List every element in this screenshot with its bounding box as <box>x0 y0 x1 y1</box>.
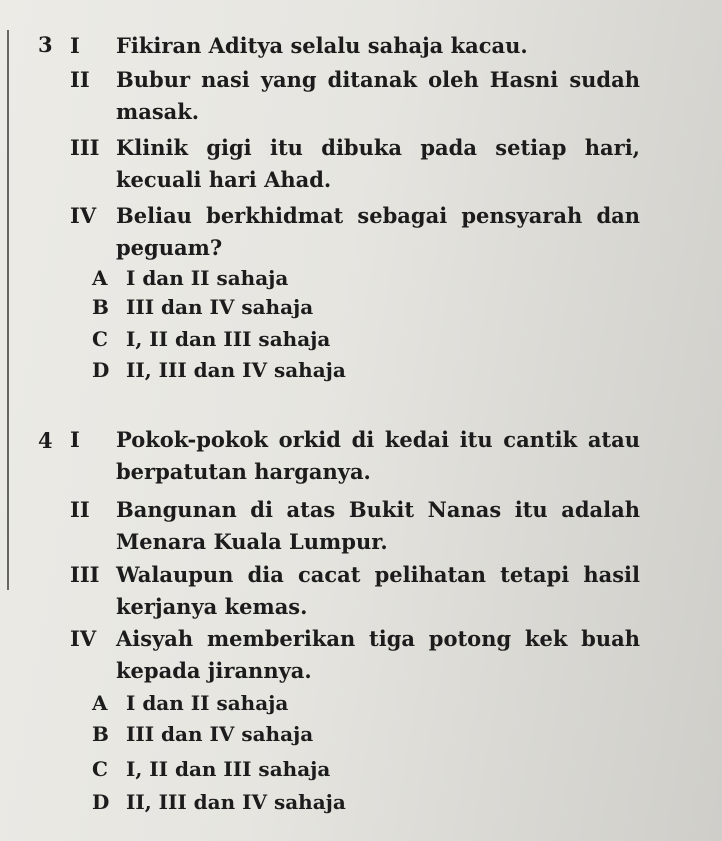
statement-text: Beliau berkhidmat sebagai pensyarah dan peguam? <box>116 203 640 260</box>
statement-roman: III <box>70 562 100 587</box>
statement-4-i <box>70 424 640 488</box>
statement-roman: II <box>70 67 90 92</box>
option-letter: C <box>92 327 108 351</box>
statement-roman: I <box>70 427 80 452</box>
option-3-d[interactable] <box>92 356 346 384</box>
option-letter: A <box>92 266 108 290</box>
option-3-c[interactable] <box>92 325 330 353</box>
option-text: I, II dan III sahaja <box>126 757 331 781</box>
statement-3-iv <box>70 200 640 264</box>
option-text: I dan II sahaja <box>126 691 289 715</box>
option-text: III dan IV sahaja <box>126 722 314 746</box>
statement-roman: I <box>70 33 80 58</box>
statement-3-ii <box>70 64 640 128</box>
statement-roman: IV <box>70 203 97 228</box>
statement-text: Klinik gigi itu dibuka pada setiap hari, kecuali hari Ahad. <box>116 135 640 192</box>
margin-line <box>7 30 9 590</box>
option-letter: B <box>92 722 109 746</box>
option-4-a[interactable] <box>92 689 288 717</box>
statement-3-iii <box>70 132 640 196</box>
statement-roman: III <box>70 135 100 160</box>
option-text: III dan IV sahaja <box>126 295 314 319</box>
statement-text: Bangunan di atas Bukit Nanas itu adalah Menara Kuala Lumpur. <box>116 497 640 554</box>
question-number: 3 <box>38 32 53 57</box>
statement-roman: IV <box>70 626 97 651</box>
statement-text: Aisyah memberikan tiga potong kek buah kepada jirannya. <box>116 626 640 683</box>
option-3-a[interactable] <box>92 264 288 292</box>
statement-roman: II <box>70 497 90 522</box>
option-4-b[interactable] <box>92 720 313 748</box>
option-letter: B <box>92 295 109 319</box>
option-4-c[interactable] <box>92 755 330 783</box>
statement-text: Fikiran Aditya selalu sahaja kacau. <box>116 33 528 58</box>
statement-4-ii <box>70 494 640 558</box>
statement-4-iii <box>70 559 640 623</box>
option-letter: D <box>92 358 110 382</box>
option-text: I dan II sahaja <box>126 266 289 290</box>
option-letter: C <box>92 757 108 781</box>
statement-4-iv <box>70 623 640 687</box>
statement-text: Pokok-pokok orkid di kedai itu cantik atau berpatutan harganya. <box>116 427 640 484</box>
option-3-b[interactable] <box>92 293 313 321</box>
statement-3-i <box>70 30 640 62</box>
option-text: I, II dan III sahaja <box>126 327 331 351</box>
statement-text: Walaupun dia cacat pelihatan tetapi hasil kerjanya kemas. <box>116 562 640 619</box>
option-4-d[interactable] <box>92 788 346 816</box>
option-text: II, III dan IV sahaja <box>126 790 346 814</box>
option-text: II, III dan IV sahaja <box>126 358 346 382</box>
statement-text: Bubur nasi yang ditanak oleh Hasni sudah masak. <box>116 67 640 124</box>
question-number: 4 <box>38 428 53 453</box>
option-letter: D <box>92 790 110 814</box>
option-letter: A <box>92 691 108 715</box>
